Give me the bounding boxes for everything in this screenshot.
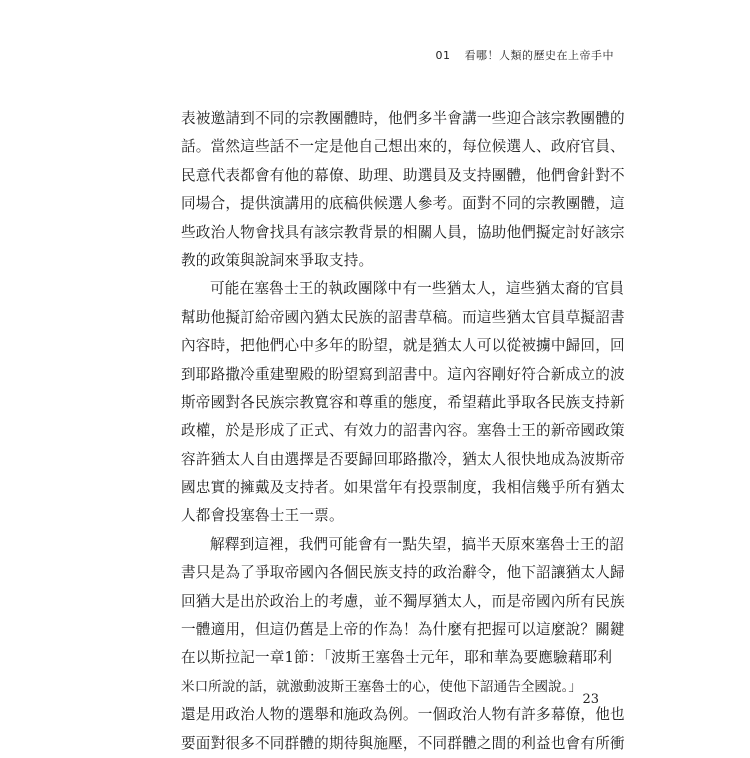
scripture-quote-line: 米口所說的話，就激動波斯王塞魯士的心，使他下詔通告全國說。」 bbox=[181, 678, 583, 695]
text-line: 表被邀請到不同的宗教團體時，他們多半會講一些迎合該宗教團體的 bbox=[181, 110, 625, 127]
paragraph bbox=[181, 105, 625, 275]
text-line: 教的政策與說詞來爭取支持。 bbox=[181, 251, 374, 269]
text-line: 回猶大是出於政治上的考慮，並不獨厚猶太人，而是帝國內所有民族 bbox=[181, 592, 625, 610]
text-line: 還是用政治人物的選舉和施政為例。一個政治人物有許多幕僚，他也 bbox=[181, 706, 625, 724]
text-line: 可能在塞魯士王的執政團隊中有一些猶太人，這些猶太裔的官員 bbox=[210, 280, 625, 298]
text-line: 國忠實的擁戴及支持者。如果當年有投票制度，我相信幾乎所有猶太 bbox=[181, 479, 625, 497]
running-header bbox=[436, 47, 615, 63]
text-line: 在以斯拉記一章1節：「波斯王塞魯士元年，耶和華為要應驗藉耶利 bbox=[181, 649, 613, 667]
text-line: 話。當然這些話不一定是他自己想出來的，每位候選人、政府官員、 bbox=[181, 138, 625, 156]
paragraph bbox=[181, 275, 625, 531]
chapter-title: 看哪！人類的歷史在上帝手中 bbox=[464, 49, 614, 62]
text-line: 同場合，提供演講用的底稿供候選人參考。面對不同的宗教團體，這 bbox=[181, 195, 625, 213]
text-line: 解釋到這裡，我們可能會有一點失望，搞半天原來塞魯士王的詔 bbox=[210, 535, 625, 553]
text-line: 些政治人物會找具有該宗教背景的相關人員，協助他們擬定討好該宗 bbox=[181, 223, 625, 241]
text-line: 要面對很多不同群體的期待與施壓，不同群體之間的利益也會有所衝 bbox=[181, 734, 625, 752]
text-line: 書只是為了爭取帝國內各個民族支持的政治辭令，他下詔讓猶太人歸 bbox=[181, 564, 625, 582]
text-line: 內容時，把他們心中多年的盼望，就是猶太人可以從被擄中歸回，回 bbox=[181, 337, 625, 355]
text-line: 容許猶太人自由選擇是否要歸回耶路撒冷，猶太人很快地成為波斯帝 bbox=[181, 450, 625, 468]
page-number: 23 bbox=[582, 692, 599, 707]
text-line: 幫助他擬訂給帝國內猶太民族的詔書草稿。而這些猶太官員草擬詔書 bbox=[181, 308, 625, 326]
text-line: 一體適用，但這仍舊是上帝的作為！為什麼有把握可以這麼說？關鍵 bbox=[181, 621, 625, 639]
text-line: 政權，於是形成了正式、有效力的詔書內容。塞魯士王的新帝國政策 bbox=[181, 422, 625, 440]
text-line: 民意代表都會有他的幕僚、助理、助選員及支持團體，他們會針對不 bbox=[181, 166, 625, 184]
text-line: 斯帝國對各民族宗教寬容和尊重的態度，希望藉此爭取各民族支持新 bbox=[181, 393, 625, 411]
text-line: 到耶路撒冷重建聖殿的盼望寫到詔書中。這內容剛好符合新成立的波 bbox=[181, 365, 625, 383]
text-line: 人都會投塞魯士王一票。 bbox=[181, 507, 344, 525]
chapter-number: 01 bbox=[435, 49, 451, 62]
